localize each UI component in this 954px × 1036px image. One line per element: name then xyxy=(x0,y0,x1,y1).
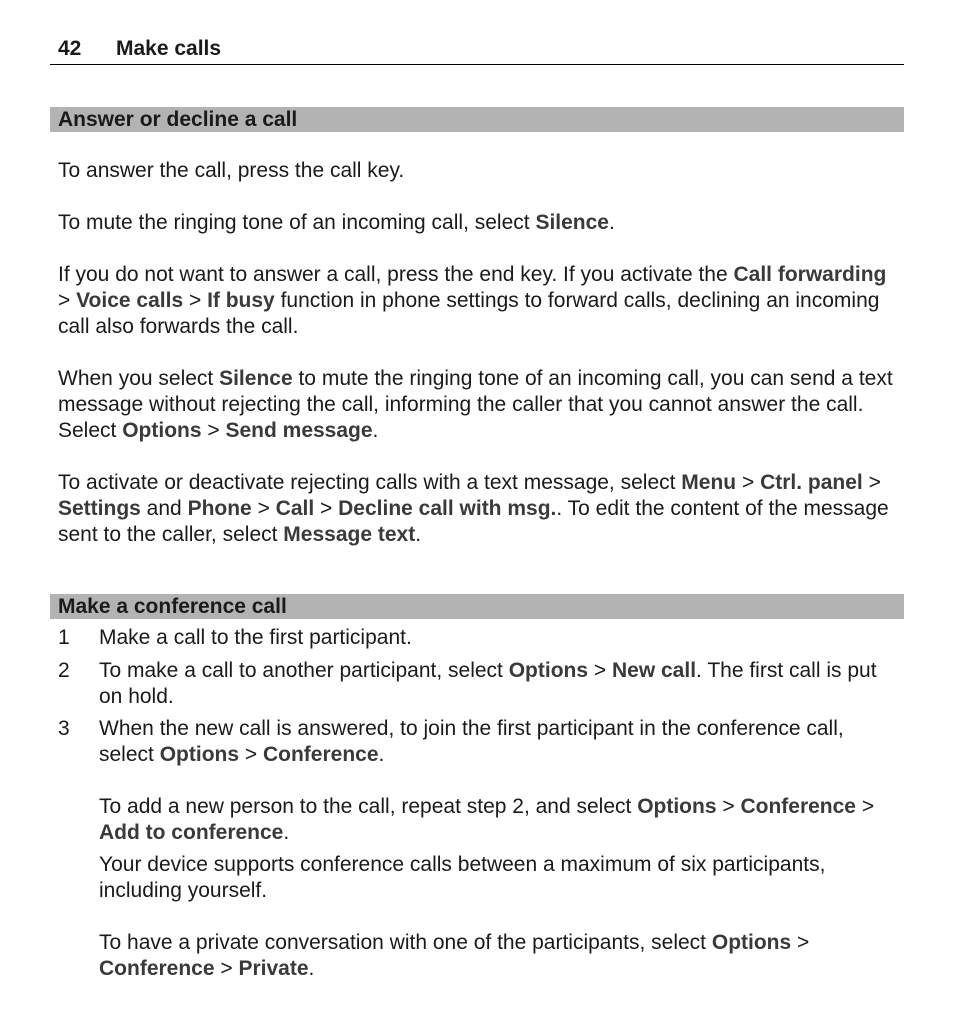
paragraph-private: To have a private conversation with one of the participants, select Options > Conference > Private. xyxy=(99,931,810,980)
step-number: 3 xyxy=(58,717,70,740)
chapter-title: Make calls xyxy=(116,37,222,60)
page-header xyxy=(50,34,904,65)
step-text: Make a call to the first participant. xyxy=(99,626,412,649)
paragraph-decline: If you do not want to answer a call, press the end key. If you activate the Call forwarding > Voice calls > If busy function in phone settings to forward calls, declining an incoming call also forwards the call. xyxy=(58,263,887,338)
paragraph-silence: To mute the ringing tone of an incoming call, select Silence. xyxy=(58,211,615,234)
step-text: When the new call is answered, to join the first participant in the conference call, select Options > Conference. xyxy=(99,717,844,766)
paragraph-reject-settings: To activate or deactivate rejecting calls with a text message, select Menu > Ctrl. panel > Settings and Phone > Call > Decline call with msg.. To edit the content of the message sent to the caller, select Message text. xyxy=(58,471,889,546)
section-heading-answer-decline: Answer or decline a call xyxy=(50,107,904,132)
section-heading-conference: Make a conference call xyxy=(50,594,904,619)
step-number: 1 xyxy=(58,626,70,649)
page-number: 42 xyxy=(58,37,82,60)
paragraph-answer: To answer the call, press the call key. xyxy=(58,159,405,182)
paragraph-max-participants: Your device supports conference calls between a maximum of six participants, including yourself. xyxy=(99,853,826,902)
paragraph-send-message: When you select Silence to mute the ringing tone of an incoming call, you can send a text message without rejecting the call, informing the caller that you cannot answer the call. Select Options > Send message. xyxy=(58,367,893,442)
paragraph-add-person: To add a new person to the call, repeat step 2, and select Options > Conference > Add to conference. xyxy=(99,795,875,844)
step-number: 2 xyxy=(58,659,70,682)
step-text: To make a call to another participant, select Options > New call. The first call is put on hold. xyxy=(99,659,877,708)
